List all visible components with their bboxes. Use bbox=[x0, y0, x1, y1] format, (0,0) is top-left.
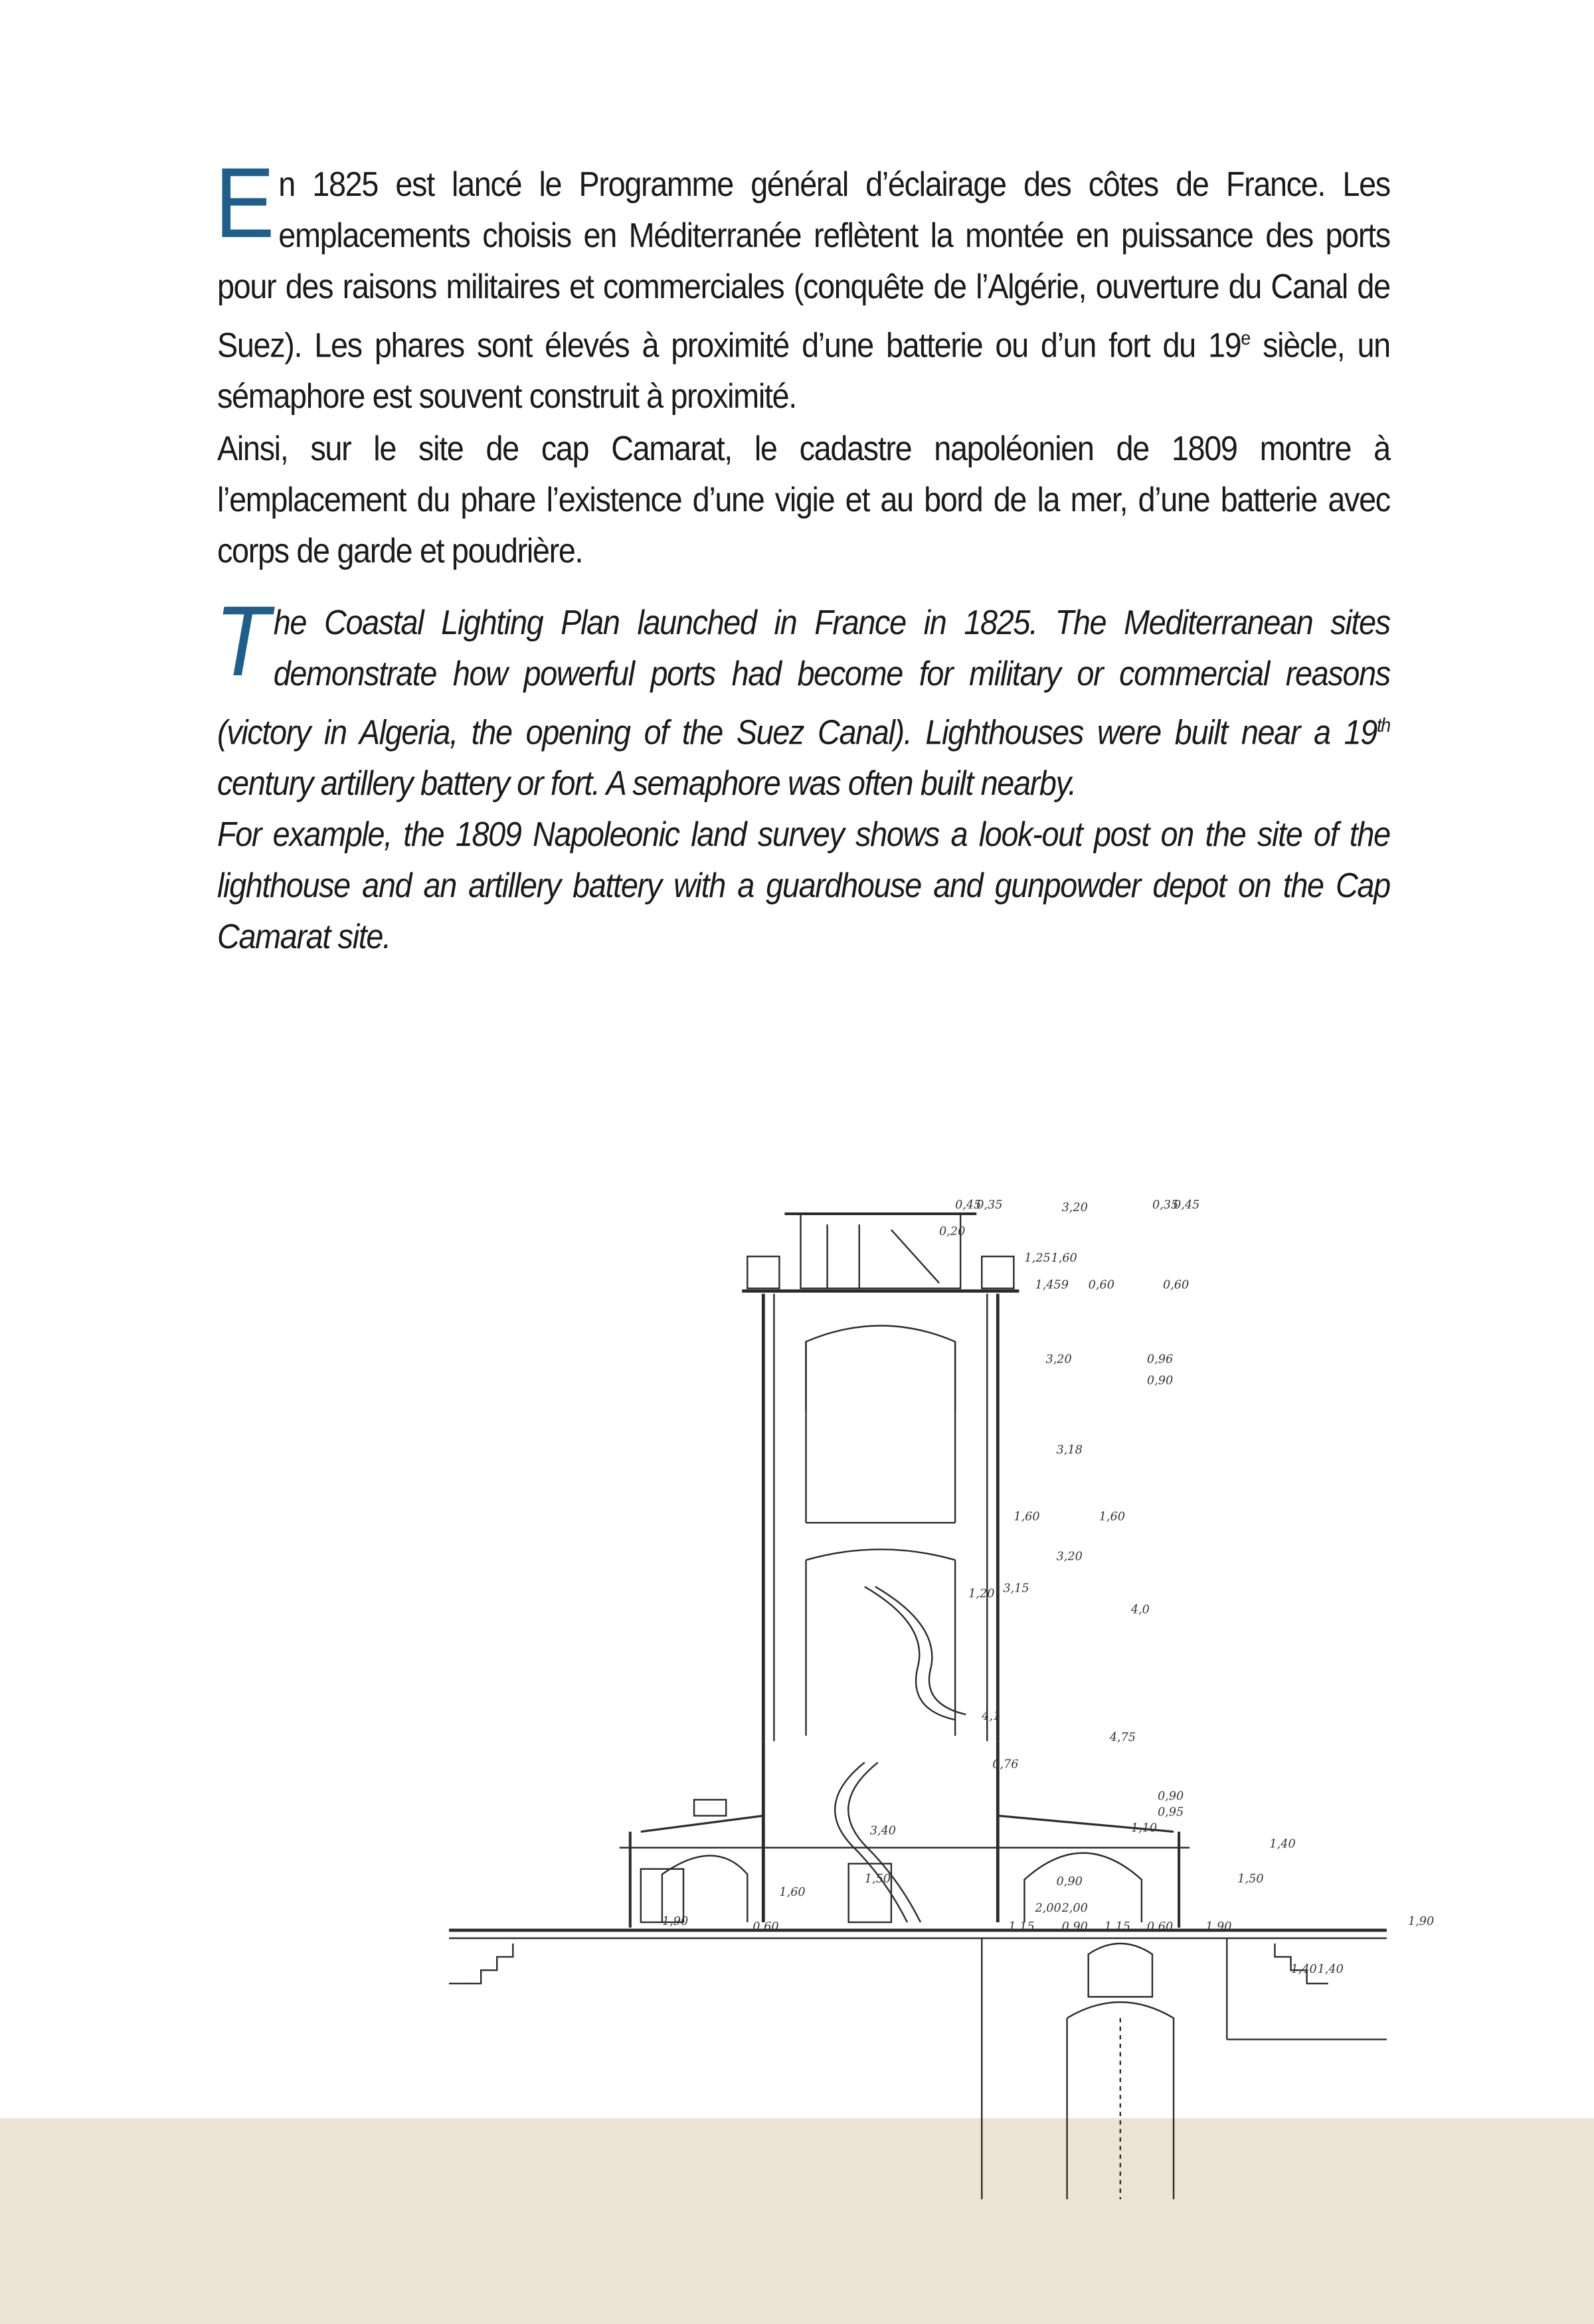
dimension-label: 1,60 bbox=[779, 1885, 806, 1899]
french-paragraph-2: Ainsi, sur le site de cap Camarat, le cadastre napoléonien de 1809 montre à l’emplacement du phare l’existence d’une vigie et au bord de la mer, d’une batterie avec corps de garde et poudrière. bbox=[217, 430, 1390, 571]
lantern-room bbox=[800, 1214, 960, 1288]
dimension-label: 3,20 bbox=[1045, 1353, 1072, 1367]
english-p1-text: he Coastal Lighting Plan launched in France in 1825. The Mediterranean sites demonstrate how powerful ports had become for military or commercial reasons (victory in Algeria, the opening of the Suez Canal). Lighthouses were built near a 19 bbox=[217, 604, 1390, 752]
dimension-label: 0,60 bbox=[753, 1920, 779, 1934]
dimension-label: 4,1 bbox=[982, 1710, 1001, 1724]
cistern-arch bbox=[1089, 1944, 1152, 1997]
spiral-stair-upper bbox=[865, 1587, 955, 1720]
arch-left bbox=[662, 1856, 747, 1922]
dimension-label: 3,15 bbox=[1003, 1582, 1029, 1596]
drop-cap-e: E bbox=[215, 147, 274, 258]
gallery-rail-left bbox=[747, 1256, 779, 1288]
spiral-stair-lower bbox=[835, 1762, 907, 1922]
english-paragraph-1 bbox=[215, 585, 1390, 809]
lighthouse-section-drawing bbox=[438, 1062, 1435, 2324]
dimension-label: 1,60 bbox=[1051, 1252, 1077, 1266]
dimension-label: 1,459 bbox=[1035, 1278, 1069, 1292]
lantern-stair bbox=[891, 1230, 939, 1283]
french-p1-tail: siècle, un sémaphore est souvent construit à proximité. bbox=[217, 326, 1390, 416]
dimension-label: 2,00 bbox=[1035, 1901, 1061, 1915]
dimension-label: 3,20 bbox=[1056, 1550, 1083, 1564]
dimension-label: 0,90 bbox=[1146, 1374, 1174, 1388]
dimension-label: 3,18 bbox=[1056, 1444, 1083, 1457]
dimension-label: 1,90 bbox=[1205, 1920, 1232, 1934]
dimension-label: 1,10 bbox=[1130, 1821, 1158, 1835]
dimension-label: 1,90 bbox=[1408, 1914, 1435, 1928]
dimension-label: 1,40 bbox=[1290, 1963, 1317, 1977]
roof-left bbox=[641, 1816, 764, 1832]
dimension-label: 0,60 bbox=[1088, 1278, 1114, 1292]
steps-left bbox=[460, 1944, 513, 1983]
gallery-rail-right bbox=[982, 1256, 1014, 1288]
dimension-label: 0,60 bbox=[1146, 1920, 1174, 1934]
dimension-label: 0,35 bbox=[1152, 1199, 1179, 1212]
dimension-label: 4,0 bbox=[1130, 1603, 1150, 1617]
english-p1-tail: century artillery battery or fort. A semaphore was often built nearby. bbox=[217, 764, 1076, 803]
dimension-label: 0,90 bbox=[1061, 1920, 1088, 1934]
dimension-label: 0,90 bbox=[1056, 1874, 1083, 1888]
lighthouse-section-svg bbox=[438, 1062, 1435, 2324]
dimension-label: 0,90 bbox=[1157, 1789, 1184, 1803]
english-p1-sup: th bbox=[1376, 714, 1390, 736]
dimension-label: 3,20 bbox=[1061, 1201, 1088, 1215]
french-p1-text: n 1825 est lancé le Programme général d’éclairage des côtes de France. Les emplacements choisis en Méditerranée reflètent la montée en puissance des ports pour des raisons militaires et commerciales (conquête de l’Algérie, ouverture du Canal de Suez). Les phares sont élevés à proximité d’une batterie ou d’un fort du 19 bbox=[217, 165, 1390, 365]
dimension-label: 0,45 bbox=[955, 1199, 982, 1212]
dimension-label: 2,00 bbox=[1061, 1901, 1088, 1915]
dimension-label: 0,96 bbox=[1146, 1353, 1174, 1367]
dimension-label: 1,25 bbox=[1024, 1252, 1051, 1266]
dimension-label: 0,76 bbox=[992, 1758, 1019, 1772]
dimension-label: 1,40 bbox=[1269, 1837, 1296, 1851]
french-p1-sup: e bbox=[1241, 327, 1250, 349]
dimension-label: 1,60 bbox=[1099, 1510, 1125, 1524]
dimension-label: 1,50 bbox=[1237, 1872, 1264, 1886]
dimension-label: 0,20 bbox=[939, 1225, 966, 1239]
dimension-label: 0,35 bbox=[976, 1199, 1003, 1212]
english-text-block bbox=[215, 585, 1390, 963]
chimney bbox=[694, 1799, 726, 1815]
upper-room-arch bbox=[806, 1325, 956, 1410]
french-paragraph-1 bbox=[215, 147, 1390, 422]
cistern bbox=[1067, 2002, 1174, 2199]
english-paragraph-2: For example, the 1809 Napoleonic land survey shows a look-out post on the site of the lighthouse and an artillery battery with a guardhouse and gunpowder depot on the Cap Camarat site. bbox=[217, 815, 1390, 957]
dimension-labels bbox=[662, 1199, 1434, 1976]
dimension-label: 1,15 bbox=[1104, 1920, 1130, 1934]
dimension-label: 1,50 bbox=[864, 1872, 891, 1886]
dimension-label: 4,75 bbox=[1109, 1731, 1136, 1745]
dimension-label: 0,45 bbox=[1174, 1199, 1200, 1212]
dimension-label: 1,20 bbox=[968, 1587, 995, 1601]
dimension-label: 0,95 bbox=[1157, 1805, 1184, 1819]
middle-room-arch bbox=[806, 1549, 956, 1560]
dimension-label: 1,15 bbox=[1008, 1920, 1035, 1934]
drop-cap-t: T bbox=[215, 585, 269, 697]
dimension-label: 3,40 bbox=[869, 1824, 897, 1838]
french-text-block bbox=[215, 147, 1390, 577]
dimension-label: 1,40 bbox=[1317, 1963, 1344, 1977]
dimension-label: 1,60 bbox=[1014, 1510, 1040, 1524]
dimension-label: 0,60 bbox=[1162, 1278, 1190, 1292]
dimension-label: 1,90 bbox=[662, 1914, 689, 1928]
